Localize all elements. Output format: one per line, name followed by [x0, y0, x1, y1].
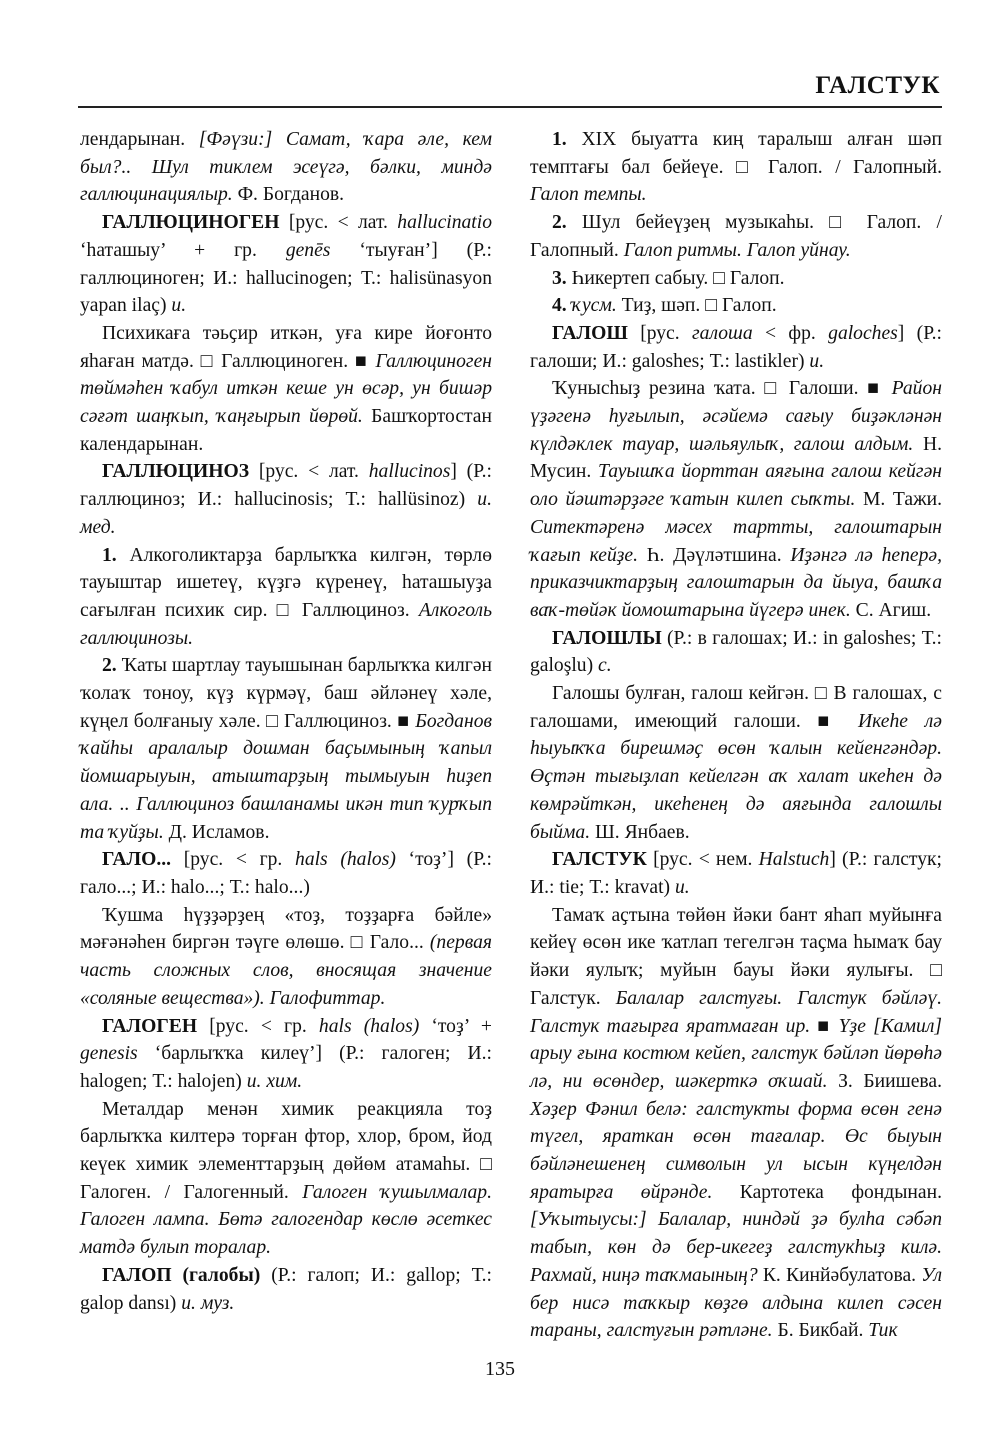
dictionary-paragraph [80, 1262, 492, 1317]
headword: ГАЛЛЮЦИНОЗ [102, 461, 250, 483]
italic-text: Икеһе лә һыуыҡҡа бирешмәҫ өсөн ҡалын кейенгәндәр. Өҫтән тығыҙлап кейелгән аҡ халат икеһен дә көмрәйткән, икеһенең дә аяғында галошлы быйма. [530, 710, 942, 843]
text-run: С. Агиш. [850, 599, 932, 621]
italic-text: и. [674, 876, 690, 898]
running-head: ГАЛСТУК [815, 72, 940, 99]
dictionary-paragraph [530, 209, 942, 264]
text-run: [рус. < лат. [279, 212, 398, 234]
text-run: ‘тыуған’] (Р.: галлюциноген; И.: hallucinogen; Т.: halisünasyon yapan ilaç) [80, 239, 492, 317]
headword: ГАЛЛЮЦИНОГЕН [102, 212, 280, 234]
dictionary-paragraph [530, 126, 942, 209]
italic-text: Halstuch [758, 849, 830, 871]
text-run: (Р.: в галошах; И.: in galoshes; Т.: galoşlu) [530, 627, 942, 677]
dictionary-paragraph [530, 846, 942, 901]
text-run: Ҡаты шартлау тауышынан барлыҡҡа килгән ҡолаҡ тоноу, күҙ күрмәү, баш әйләнеү хәле, күңел болғаныу хәле. □ Галлюциноз. ■ [80, 655, 492, 732]
dictionary-paragraph [530, 902, 942, 1345]
text-run: ‘барлыҡҡа килеү’] (Р.: галоген; И.: halogen; Т.: halojen) [80, 1043, 492, 1092]
italic-text: Тик [868, 1320, 898, 1342]
text-run: [рус. < лат. [249, 461, 369, 483]
text-run: < фр. [752, 322, 829, 344]
text-run: ‘тоҙ’] (Р.: гало...; И.: halo...; Т.: halo...) [80, 849, 492, 898]
dictionary-paragraph [80, 209, 492, 320]
left-column [80, 126, 492, 1317]
headword: ГАЛСТУК [552, 849, 647, 871]
dictionary-paragraph [80, 542, 492, 653]
italic-text: Галлюциноген төймәһен ҡабул иткән кеше ун өсәр, ун бишәр сәғәт шаңҡып, ҡаңғырып йөрөй. [80, 350, 492, 428]
dictionary-paragraph [80, 846, 492, 901]
text-run: [рус. < нем. [646, 849, 759, 871]
italic-text: Галоп ритмы. Галоп уйнау. [623, 239, 851, 261]
headword: 3. [552, 267, 567, 289]
text-run: Ҡунысһыҙ резина ҡата. □ Галоши. ■ [552, 378, 892, 400]
italic-text: hals (halos) [295, 849, 396, 871]
italic-text: Алкоголь галлюцинозы. [80, 599, 492, 649]
text-run: Башҡортостан календарынан. [80, 406, 492, 455]
text-run: [рус. < гр. [197, 1015, 319, 1037]
italic-text: и. [809, 350, 825, 372]
italic-text: Үҙе [Камил] арыу ғына костюм кейеп, галстук бәйләп йөрөһә лә, ни өсөндер, шәкерткә оҡшай. [530, 1015, 942, 1092]
headword: ГАЛОП (галобы) [102, 1264, 261, 1286]
text-run: Металдар менән химик реакцияла тоҙ барлыҡҡа килтерә торған фтор, хлор, бром, йод кеүек химик элементтарҙың дөйөм атамаһы. □ Галоген. / Галогенный. [80, 1098, 492, 1203]
text-run: Һ. Дәүләтшина. [637, 544, 791, 566]
italic-text: (первая часть сложных слов, вносящая значение «соляные вещества»). Галофиттар. [80, 932, 492, 1009]
headword: 1. [552, 129, 567, 150]
headword: ГАЛОГЕН [102, 1015, 198, 1037]
dictionary-paragraph [530, 375, 942, 624]
text-run: Психикаға тәьҫир иткән, уға кире йоғонто яһаған матдә. □ Галлюциноген. ■ [80, 322, 492, 372]
text-run: Алкоголиктарҙа барлыҡҡа килгән, төрлө тауыштар ишетеү, күҙгә күренеү, һаташыуҙа сағылған психик сир. □ Галлюциноз. [80, 544, 492, 621]
text-run: Картотека фондынан. [712, 1181, 942, 1203]
text-run: ■ [810, 1015, 839, 1037]
italic-text: Ситектәренә мәсех тартты, галоштарын ҡағып кейҙе. [530, 516, 942, 566]
dictionary-paragraph [530, 625, 942, 680]
text-run: З. Биишева. [827, 1070, 942, 1092]
text-run: [рус. < гр. [171, 849, 296, 871]
text-run: Тиҙ, шәп. □ Галоп. [616, 295, 777, 317]
dictionary-paragraph [80, 652, 492, 846]
text-run: ] (Р.: галоши; И.: galoshes; Т.: lastikler) [530, 322, 942, 372]
italic-text: galoches [828, 322, 898, 344]
italic-text: Иҙәнгә лә һеперә, приказчиктарҙың галоштарын да йыуа, башҡа ваҡ-төйәк йомоштарына йүгерә инек. [530, 544, 942, 621]
dictionary-paragraph [80, 458, 492, 541]
dictionary-paragraph [80, 1096, 492, 1262]
italic-text: Балалар галстуғы. Галстук бәйләү. Галстук тағырға яратмаған ир. [530, 987, 942, 1037]
headword: 2. [102, 655, 117, 677]
text-run: К. Кинйәбулатова. [757, 1264, 922, 1286]
italic-text: hals (halos) [318, 1015, 420, 1037]
text-run: ] (Р.: галстук; И.: tie; Т.: kravat) [530, 849, 942, 898]
text-run: Б. Бикбай. [772, 1320, 869, 1342]
dictionary-paragraph [530, 680, 942, 846]
text-run: ‘һаташыу’ + гр. [80, 239, 286, 261]
page-number: 135 [485, 1358, 515, 1380]
italic-text: [Фәүзи:] Самат, ҡара әле, кем был?.. Шул тиклем эсеүгә, бәлки, миндә галлюцинациялыр. [80, 129, 492, 206]
text-run: Ш. Янбаев. [590, 821, 690, 843]
text-run: Тамаҡ аҫтына төйөн йәки бант яһап муйынға кейеү өсөн ике ҡатлап тегелгән таҫма һымаҡ бау йәки яулыҡ; муйын бауы йәки яулығы. □ Галстук. [530, 904, 942, 1009]
italic-text: и. хим. [246, 1070, 303, 1092]
dictionary-paragraph [80, 902, 492, 1013]
text-run: Галошы булған, галош кейгән. □ В галошах, с галошами, имеющий галоши. ■ [530, 683, 942, 732]
italic-text: Галоп темпы. [530, 184, 647, 206]
text-run: Һикертеп сабыу. □ Галоп. [566, 267, 785, 289]
italic-text: Район үҙәгенә һуғылып, әсәйемә сағыу биҙәкләнән күлдәклек тауар, шәльяулыҡ, галош алдым. [530, 378, 942, 455]
italic-text: Галоген ҡушылмалар. Галоген лампа. Бөтә галогендар көслө әсеткес матдә булып торалар. [80, 1181, 492, 1259]
dictionary-paragraph [80, 126, 492, 209]
italic-text: и. мед. [80, 489, 492, 538]
italic-text: genēs [285, 239, 331, 261]
text-run: ] (Р.: галлюциноз; И.: hallucinosis; Т.: hallüsinoz) [80, 461, 492, 511]
italic-text: и. [171, 295, 187, 317]
text-run: (Р.: галоп; И.: gallop; Т.: galop dansı) [80, 1264, 492, 1314]
text-run: М. Тажи. [855, 489, 942, 511]
dictionary-paragraph [80, 320, 492, 459]
italic-text: [Уҡытыусы:] Балалар, ниндәй ҙә булһа сәбәп табып, көн дә бер-икегеҙ галстукһыҙ килә. Рахмай, ниңә таҡмаының? [530, 1209, 942, 1286]
text-run: Д. Исламов. [163, 821, 270, 843]
text-run: [рус. [627, 322, 693, 344]
italic-text: genesis [80, 1043, 138, 1065]
headword: ГАЛОШ [552, 322, 628, 344]
headword: ГАЛОШЛЫ [552, 627, 662, 649]
text-run: Ҡушма һүҙҙәрҙең «тоҙ, тоҙҙарға бәйле» мәғәнәһен биргән тәүге өлөшө. □ Гало... [80, 904, 492, 954]
italic-text: галоша [692, 322, 753, 344]
right-column [530, 126, 942, 1345]
italic-text: с. [598, 655, 612, 677]
text-run: Ф. Богданов. [232, 184, 345, 206]
text-run: лендарынан. [80, 129, 199, 150]
italic-text: Хәҙер Фәнил белә: галстукты форма өсөн генә түгел, яраткан өсөн тағалар. Өс быуын бәйләнешенең символын ул ысын күңелдән яратырға өйрәнде. [530, 1098, 942, 1203]
dictionary-paragraph [530, 320, 942, 375]
headword: 2. [552, 212, 567, 234]
text-run: Шул бейеүҙең музыкаһы. □ Галоп. / Галопный. [530, 212, 942, 261]
italic-text: Тауышҡа йорттан аяғына галош кейгән оло йәштәрҙәге ҡатын килеп сыҡты. [530, 461, 942, 511]
dictionary-paragraph [530, 292, 942, 320]
italic-text: Ул бер нисә таҡкыр көҙгө алдына килеп сәсен тараны, галстуғын рәтләне. [530, 1264, 942, 1342]
dictionary-paragraph [530, 265, 942, 293]
italic-text: ҡусм. [571, 295, 617, 317]
dictionary-paragraph [80, 1013, 492, 1096]
italic-text: Богданов ҡайһы аралалыр дошман баҫымының ҡапыл йомшарыуын, атыштарҙың тымыуын һиҙеп ала. .. Галлюциноз башланамы икән тип ҡурҡып та ҡуйҙы. [80, 710, 492, 843]
text-run: XIX быуатта киң таралыш алған шәп темптағы бал бейеүе. □ Галоп. / Галопный. [530, 129, 942, 178]
italic-text: hallucinos [368, 461, 451, 483]
header-rule [78, 106, 942, 108]
italic-text: hallucinatio [397, 212, 492, 234]
text-run: Н. Мусин. [530, 433, 942, 483]
italic-text: и. муз. [181, 1292, 235, 1314]
headword: 4. [552, 295, 567, 317]
headword: ГАЛО... [102, 849, 172, 871]
headword: 1. [102, 544, 117, 566]
text-run: ‘тоҙ’ + [419, 1015, 492, 1037]
